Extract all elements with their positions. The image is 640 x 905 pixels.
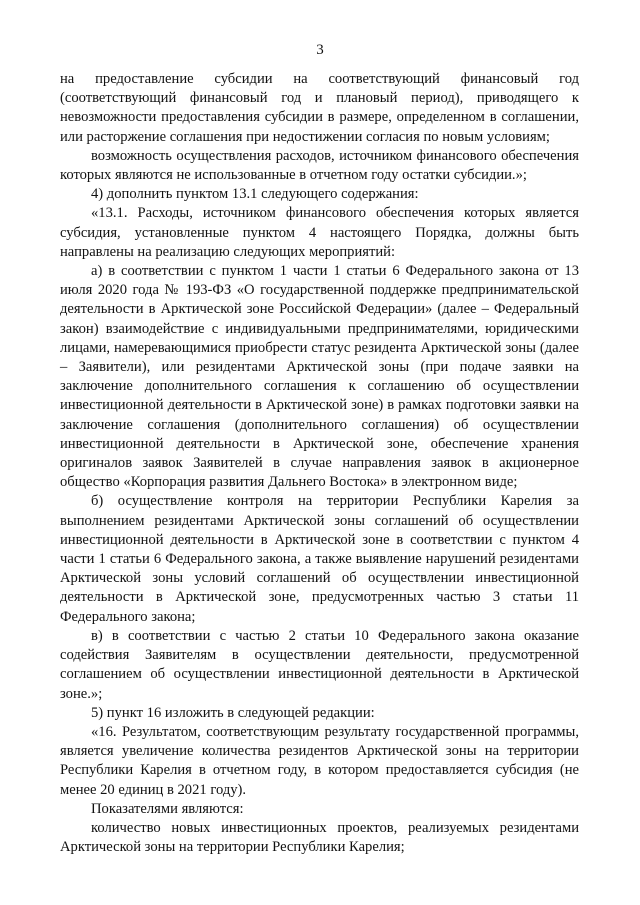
paragraph-4: «13.1. Расходы, источником финансового обеспечения которых является субсидия, установленные пунктом 4 настоящего Порядка, должны быть направлены на реализацию следующих мероприятий:	[60, 205, 579, 260]
paragraph-8: 5) пункт 16 изложить в следующей редакции:	[91, 704, 375, 721]
paragraph-10: Показателями являются:	[91, 800, 244, 817]
paragraph-11: количество новых инвестиционных проектов, реализуемых резидентами Арктической зоны на территории Республики Карелия;	[60, 819, 579, 856]
paragraph-9: «16. Результатом, соответствующим результату государственной программы, является увеличение количества резидентов Арктической зоны на территории Республики Карелия в отчетном году, в котором предоставляется субсидия (не менее 20 единиц в 2021 году).	[60, 723, 579, 798]
document-body	[60, 70, 579, 857]
paragraph-3: 4) дополнить пунктом 13.1 следующего содержания:	[91, 186, 419, 203]
paragraph-6: б) осуществление контроля на территории Республики Карелия за выполнением резидентами Арктической зоны соглашений об осуществлении инвестиционной деятельности в Арктической зоне в соответствии с пунктом 4 части 1 статьи 6 Федерального закона, а также выявление нарушений резидентами Арктической зоны условий соглашений об осуществлении инвестиционной деятельности в Арктической зоне, предусмотренных частью 3 статьи 11 Федерального закона;	[60, 493, 579, 625]
paragraph-2: возможность осуществления расходов, источником финансового обеспечения которых являются не использованные в отчетном году остатки субсидии.»;	[60, 147, 579, 184]
paragraph-5: а) в соответствии с пунктом 1 части 1 статьи 6 Федерального закона от 13 июля 2020 года № 193-ФЗ «О государственной поддержке предпринимательской деятельности в Арктической зоне Российской Федерации» (далее – Федеральный закон) взаимодействие с индивидуальными предпринимателями, юридическими лицами, намеревающимися приобрести статус резидента Арктической зоны (далее – Заявители), или резидентами Арктической зоны (при подаче заявки на заключение дополнительного соглашения к соглашению об осуществлении инвестиционной деятельности в Арктической зоне) в рамках подготовки заявки на заключение соглашения (дополнительного соглашения) об осуществлении инвестиционной деятельности в Арктической зоне, обеспечение хранения оригиналов заявок Заявителей в случае направления заявок в акционерное общество «Корпорация развития Дальнего Востока» в электронном виде;	[60, 263, 579, 491]
paragraph-7: в) в соответствии с частью 2 статьи 10 Федерального закона оказание содействия Заявителям в осуществлении деятельности, предусмотренной соглашением об осуществлении инвестиционной деятельности в Арктической зоне.»;	[60, 627, 579, 702]
page-number: 3	[316, 42, 324, 58]
paragraph-1: на предоставление субсидии на соответствующий финансовый год (соответствующий финансовый год и плановый период), приводящего к невозможности предоставления субсидии в размере, определенном в соглашении, или расторжение соглашения при недостижении согласия по новым условиям;	[60, 71, 579, 145]
